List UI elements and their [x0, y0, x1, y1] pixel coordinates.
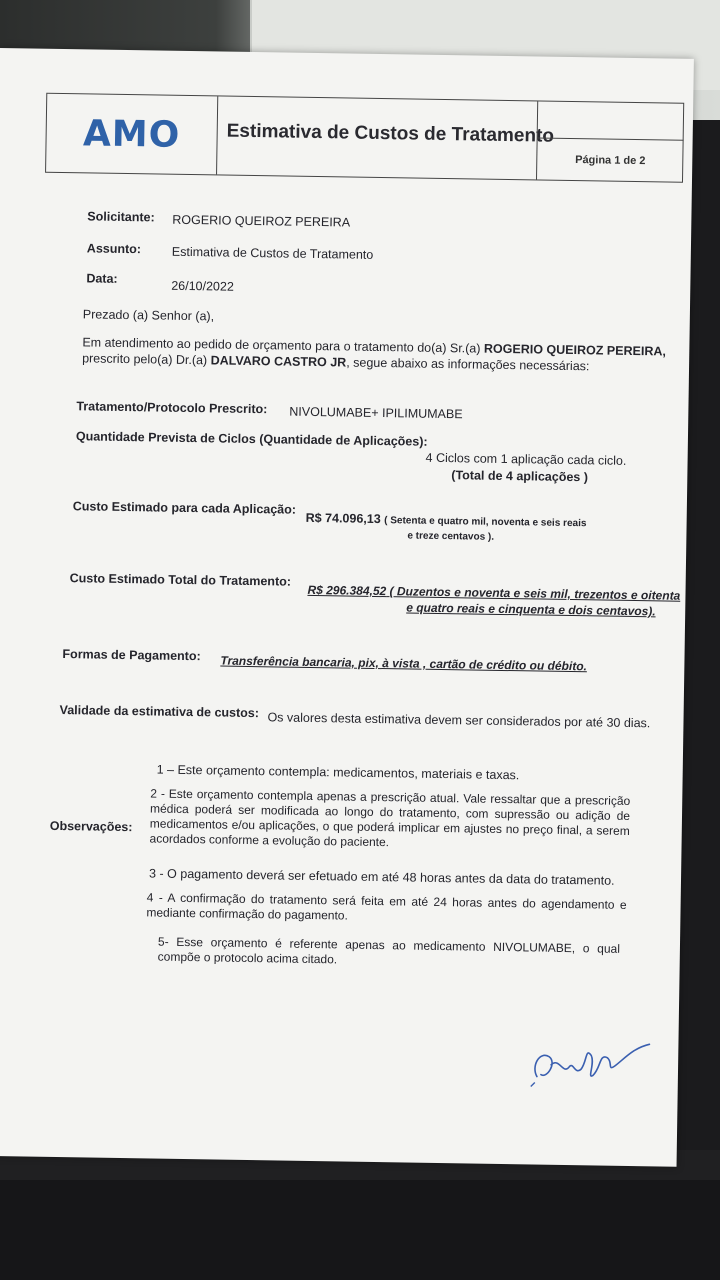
greeting: Prezado (a) Senhor (a),: [82, 307, 215, 324]
assunto-label: Assunto:: [86, 241, 142, 257]
doctor-name: DALVARO CASTRO JR: [210, 353, 347, 370]
intro-text-1: Em atendimento ao pedido de orçamento para o tratamento do(a) Sr.(a): [82, 335, 485, 356]
solicitante-value: ROGERIO QUEIROZ PEREIRA: [172, 212, 351, 230]
cost-total-words-2: e quatro reais e cinquenta e dois centavos).: [406, 600, 656, 619]
protocol-label: Tratamento/Protocolo Prescrito:: [76, 399, 268, 417]
cost-total-words-1: ( Duzentos e noventa e seis mil, trezentos e oitenta: [389, 584, 681, 603]
data-value: 26/10/2022: [171, 278, 234, 294]
cost-each-amount: [306, 511, 587, 529]
cost-total-label: Custo Estimado Total do Tratamento:: [69, 571, 292, 589]
logo-text: AMO: [82, 112, 181, 156]
payment-label: Formas de Pagamento:: [62, 647, 201, 664]
cycles-total: (Total de 4 aplicações ): [451, 468, 589, 485]
signature-icon: [529, 1016, 660, 1098]
cost-total-line-1: [307, 583, 680, 603]
cycles-label: Quantidade Prevista de Ciclos (Quantidade de Aplicações):: [75, 429, 428, 449]
document-title: Estimativa de Custos de Tratamento: [226, 120, 555, 147]
cycles-value: 4 Ciclos com 1 aplicação cada ciclo.: [425, 450, 627, 468]
observation-4: 4 - A confirmação do tratamento será feita em até 24 horas antes do agendamento e mediante confirmação do pagamento.: [146, 890, 627, 923]
page-number: Página 1 de 2: [537, 137, 684, 182]
observations-label: Observações:: [49, 818, 133, 835]
solicitante-label: Solicitante:: [87, 209, 155, 225]
validity-label: Validade da estimativa de custos:: [59, 703, 260, 721]
header-page-box: [536, 101, 684, 181]
intro-text-2: prescrito pelo(a) Dr.(a): [82, 351, 211, 368]
patient-name: ROGERIO QUEIROZ PEREIRA,: [483, 341, 667, 359]
cost-total-value: R$ 296.384,52: [307, 582, 387, 599]
observation-1: 1 – Este orçamento contempla: medicamentos, materiais e taxas.: [156, 762, 520, 783]
cost-each-label: Custo Estimado para cada Aplicação:: [72, 499, 297, 517]
observation-2: 2 - Este orçamento contempla apenas a prescrição atual. Vale ressaltar que a prescrição médica poderá ser modificada ao longo do tratamento, com supressão ou adição de medicamentos e/ou aplicações, o que poderá implicar em ajustes no preço final, a serem acordados conforme a evolução do paciente.: [149, 786, 631, 850]
payment-value: Transferência bancaria, pix, à vista , cartão de crédito ou débito.: [220, 653, 588, 674]
document-header: [45, 93, 684, 183]
cost-each-value: R$ 74.096,13: [305, 510, 381, 527]
protocol-value: NIVOLUMABE+ IPILIMUMABE: [289, 404, 463, 422]
document-page: [0, 48, 694, 1167]
assunto-value: Estimativa de Custos de Tratamento: [171, 244, 374, 262]
validity-value: Os valores desta estimativa devem ser considerados por até 30 dias.: [267, 710, 651, 731]
observation-5: 5- Esse orçamento é referente apenas ao medicamento NIVOLUMABE, o qual compõe o protocolo acima citado.: [157, 934, 621, 967]
amo-logo: [46, 94, 218, 175]
data-label: Data:: [86, 271, 118, 286]
intro-text-3: , segue abaixo as informações necessárias:: [346, 355, 590, 374]
observation-3: 3 - O pagamento deverá ser efetuado em até 48 horas antes da data do tratamento.: [148, 866, 615, 888]
cost-each-words-2: e treze centavos ).: [407, 530, 495, 543]
cost-each-words-1: ( Setenta e quatro mil, noventa e seis reais: [384, 515, 587, 530]
